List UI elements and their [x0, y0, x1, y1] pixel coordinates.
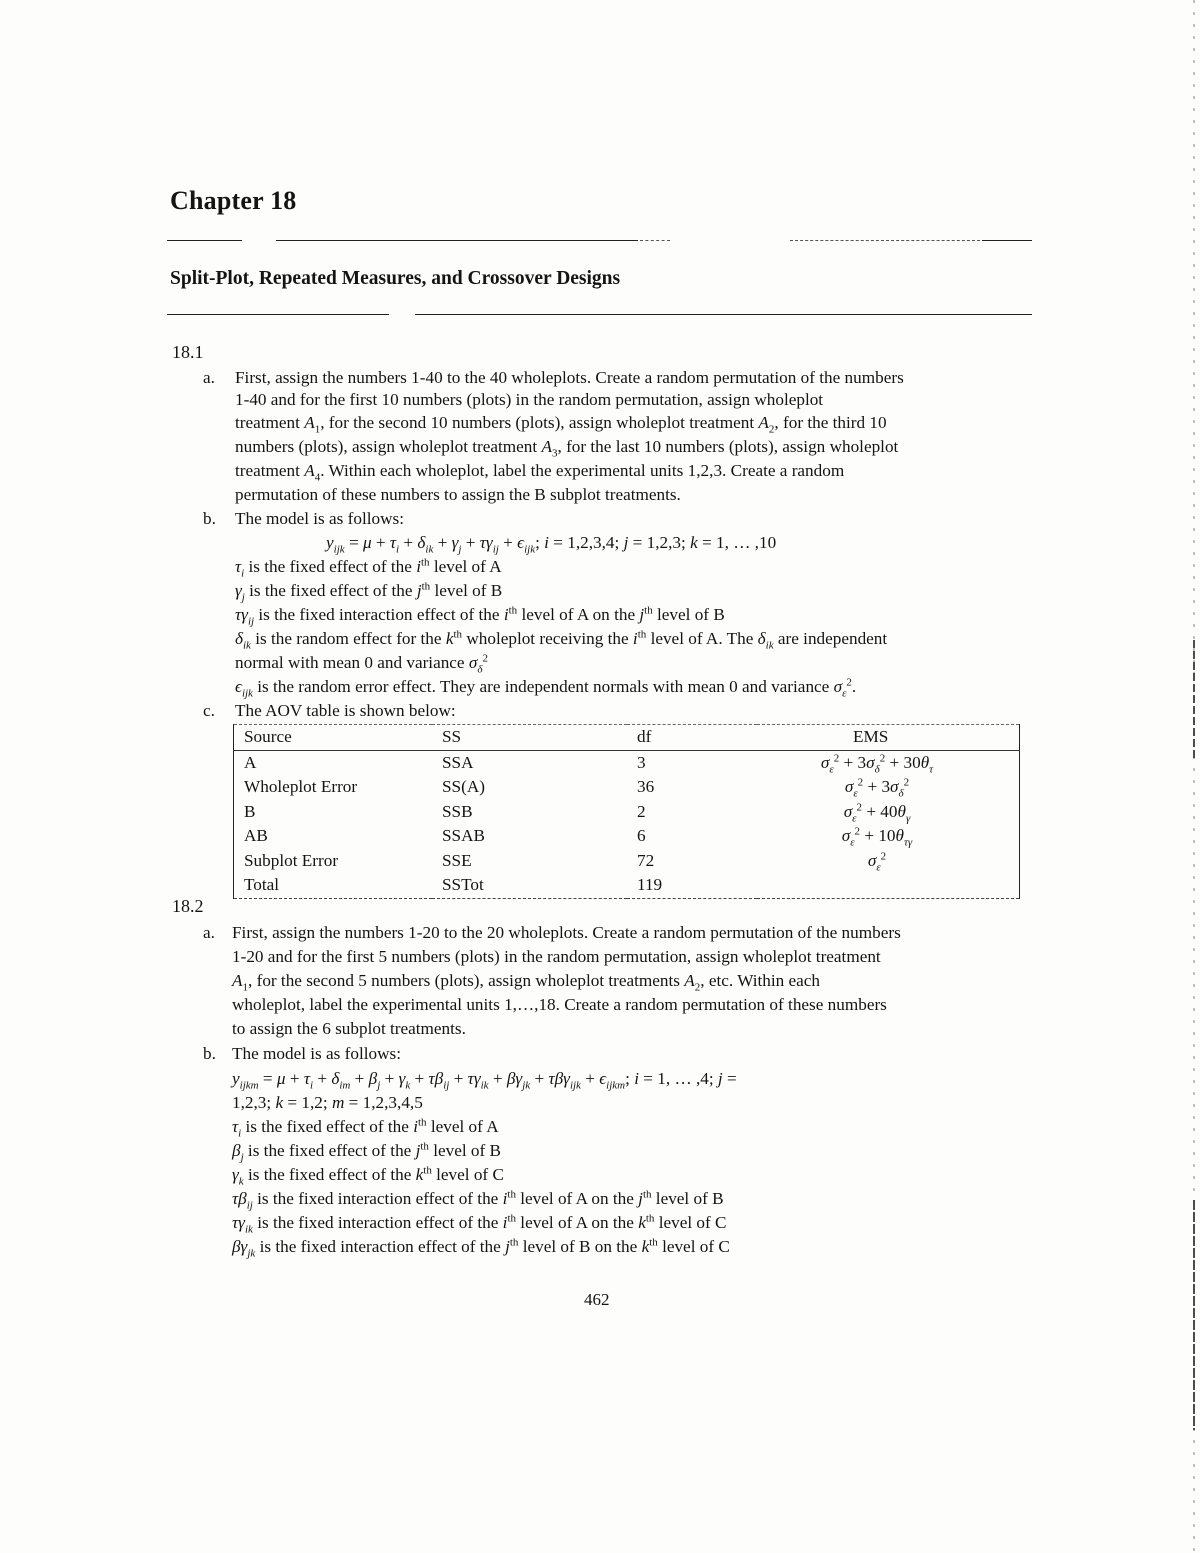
- definition-line: $\tau_i$ is the fixed effect of the $i^{th}$ level of A: [235, 556, 502, 580]
- definition-line: $\tau\gamma_{ij}$ is the fixed interaction effect of the $i^{th}$ level of A on the $j^{th}$ level of B: [235, 604, 725, 628]
- aov-table: [233, 724, 1020, 899]
- cell-ss: SSAB: [442, 826, 485, 846]
- cell-df: 72: [637, 850, 655, 870]
- table-row: [234, 873, 1020, 898]
- column-header-source: Source: [234, 725, 433, 751]
- cell-ems: $\sigma_\varepsilon^2 + 3\sigma_\delta^2$: [844, 776, 910, 800]
- cell-df: 3: [637, 752, 646, 772]
- cell-ems: $\sigma_\varepsilon^2 + 40\theta_\gamma$: [843, 801, 911, 825]
- table-row: [234, 849, 1020, 874]
- subtitle-rule-segment: [167, 314, 389, 315]
- subtitle-rule-segment: [415, 314, 1032, 315]
- table-row: [234, 775, 1020, 800]
- table-header-row: [234, 725, 1020, 751]
- chapter-subtitle: Split-Plot, Repeated Measures, and Crossover Designs: [170, 268, 621, 289]
- definition-line: normal with mean 0 and variance $\sigma_\delta^2$: [235, 652, 488, 676]
- scan-edge-marks: [1192, 0, 1196, 1553]
- definition-line: $\delta_{ik}$ is the random effect for the $k^{th}$ wholeplot receiving the $i^{th}$ level of A. The $\delta_{ik}$ are independent: [235, 628, 888, 652]
- chapter-title: Chapter 18: [170, 186, 297, 215]
- paragraph-line: permutation of these numbers to assign the B subplot treatments.: [235, 485, 681, 504]
- cell-source: Wholeplot Error: [244, 777, 358, 797]
- paragraph-line: $A_1$, for the second 5 numbers (plots), assign wholeplot treatments $A_2$, etc. Within each: [232, 971, 821, 994]
- paragraph-line: The model is as follows:: [235, 509, 404, 528]
- cell-source: Subplot Error: [244, 850, 339, 870]
- header-rule-segment: [167, 240, 242, 241]
- cell-ss: SSA: [442, 752, 474, 772]
- cell-df: 6: [637, 826, 646, 846]
- problem-number: 18.2: [172, 896, 204, 916]
- part-label: b.: [203, 1044, 216, 1063]
- cell-ems: $\sigma_\varepsilon^2$: [867, 850, 887, 874]
- header-rule-segment: [640, 240, 670, 241]
- column-header-df: df: [627, 725, 757, 751]
- cell-source: Total: [244, 875, 280, 895]
- definition-line: $\beta_j$ is the fixed effect of the $j^{th}$ level of B: [232, 1140, 502, 1164]
- paragraph-line: treatment $A_4$. Within each wholeplot, label the experimental units 1,2,3. Create a random: [235, 461, 845, 484]
- paragraph-line: 1-20 and for the first 5 numbers (plots) in the random permutation, assign wholeplot treatment: [232, 947, 881, 966]
- paragraph-line: wholeplot, label the experimental units 1,…,18. Create a random permutation of these numbers: [232, 995, 887, 1014]
- model-equation: 1,2,3; k = 1,2; m = 1,2,3,4,5: [232, 1093, 423, 1112]
- column-header-ss: SS: [432, 725, 627, 751]
- cell-source: A: [244, 752, 257, 772]
- header-rule-segment: [982, 240, 1032, 241]
- definition-line: $\gamma_j$ is the fixed effect of the $j^{th}$ level of B: [235, 580, 503, 604]
- paragraph-line: The model is as follows:: [232, 1044, 401, 1063]
- paragraph-line: to assign the 6 subplot treatments.: [232, 1019, 466, 1038]
- part-label: c.: [203, 701, 215, 720]
- paragraph-line: First, assign the numbers 1-20 to the 20 wholeplots. Create a random permutation of the numbers: [232, 923, 901, 942]
- definition-line: $\tau\beta_{ij}$ is the fixed interaction effect of the $i^{th}$ level of A on the $j^{th}$ level of B: [232, 1188, 724, 1212]
- model-equation: $y_{ijkm} = \mu + \tau_i + \delta_{im} + \beta_j + \gamma_k + \tau\beta_{ij} + \tau\gamma_{ik} + \beta\gamma_{jk} + \tau\beta\gamma_{ijk} + \epsilon_{ijkm}$; i = 1, … ,4; j =: [232, 1069, 737, 1092]
- paragraph-line: numbers (plots), assign wholeplot treatment $A_3$, for the last 10 numbers (plots), assign wholeplot: [235, 437, 899, 460]
- definition-line: $\tau\gamma_{ik}$ is the fixed interaction effect of the $i^{th}$ level of A on the $k^{th}$ level of C: [232, 1212, 727, 1236]
- cell-df: 2: [637, 801, 646, 821]
- paragraph-line: treatment $A_1$, for the second 10 numbers (plots), assign wholeplot treatment $A_2$, for the third 10: [235, 413, 887, 436]
- problem-number: 18.1: [172, 342, 204, 362]
- cell-ss: SSE: [442, 850, 472, 870]
- page-number: 462: [584, 1290, 610, 1309]
- definition-line: $\gamma_k$ is the fixed effect of the $k^{th}$ level of C: [232, 1164, 504, 1188]
- table-row: [234, 800, 1020, 825]
- header-rule-segment: [790, 240, 980, 241]
- model-equation: $y_{ijk} = \mu + \tau_i + \delta_{ik} + \gamma_j + \tau\gamma_{ij} + \epsilon_{ijk}$; i = 1,2,3,4; j = 1,2,3; k = 1, … ,10: [326, 533, 777, 556]
- part-label: b.: [203, 509, 216, 528]
- paragraph-line: First, assign the numbers 1-40 to the 40 wholeplots. Create a random permutation of the numbers: [235, 368, 904, 387]
- cell-source: B: [244, 801, 256, 821]
- header-rule-segment: [276, 240, 638, 241]
- definition-line: $\tau_i$ is the fixed effect of the $i^{th}$ level of A: [232, 1116, 499, 1140]
- part-label: a.: [203, 923, 215, 942]
- table-row: [234, 824, 1020, 849]
- cell-ss: SSTot: [442, 875, 484, 895]
- cell-ems: [757, 873, 1020, 898]
- paragraph-line: The AOV table is shown below:: [235, 701, 456, 720]
- cell-df: 119: [637, 875, 663, 895]
- table-row: [234, 750, 1020, 775]
- cell-df: 36: [637, 777, 655, 797]
- definition-line: $\epsilon_{ijk}$ is the random error effect. They are independent normals with mean 0 and variance $\sigma_\varepsilon^2$.: [235, 676, 857, 700]
- cell-ss: SS(A): [442, 777, 485, 797]
- cell-ems: $\sigma_\varepsilon^2 + 3\sigma_\delta^2 + 30\theta_\tau$: [820, 752, 934, 776]
- column-header-ems: EMS: [757, 725, 1020, 751]
- cell-source: AB: [244, 826, 268, 846]
- cell-ss: SSB: [442, 801, 473, 821]
- definition-line: $\beta\gamma_{jk}$ is the fixed interaction effect of the $j^{th}$ level of B on the $k^{th}$ level of C: [232, 1236, 730, 1260]
- part-label: a.: [203, 368, 215, 387]
- cell-ems: $\sigma_\varepsilon^2 + 10\theta_{\tau\gamma}$: [841, 825, 913, 849]
- paragraph-line: 1-40 and for the first 10 numbers (plots) in the random permutation, assign wholeplot: [235, 390, 824, 409]
